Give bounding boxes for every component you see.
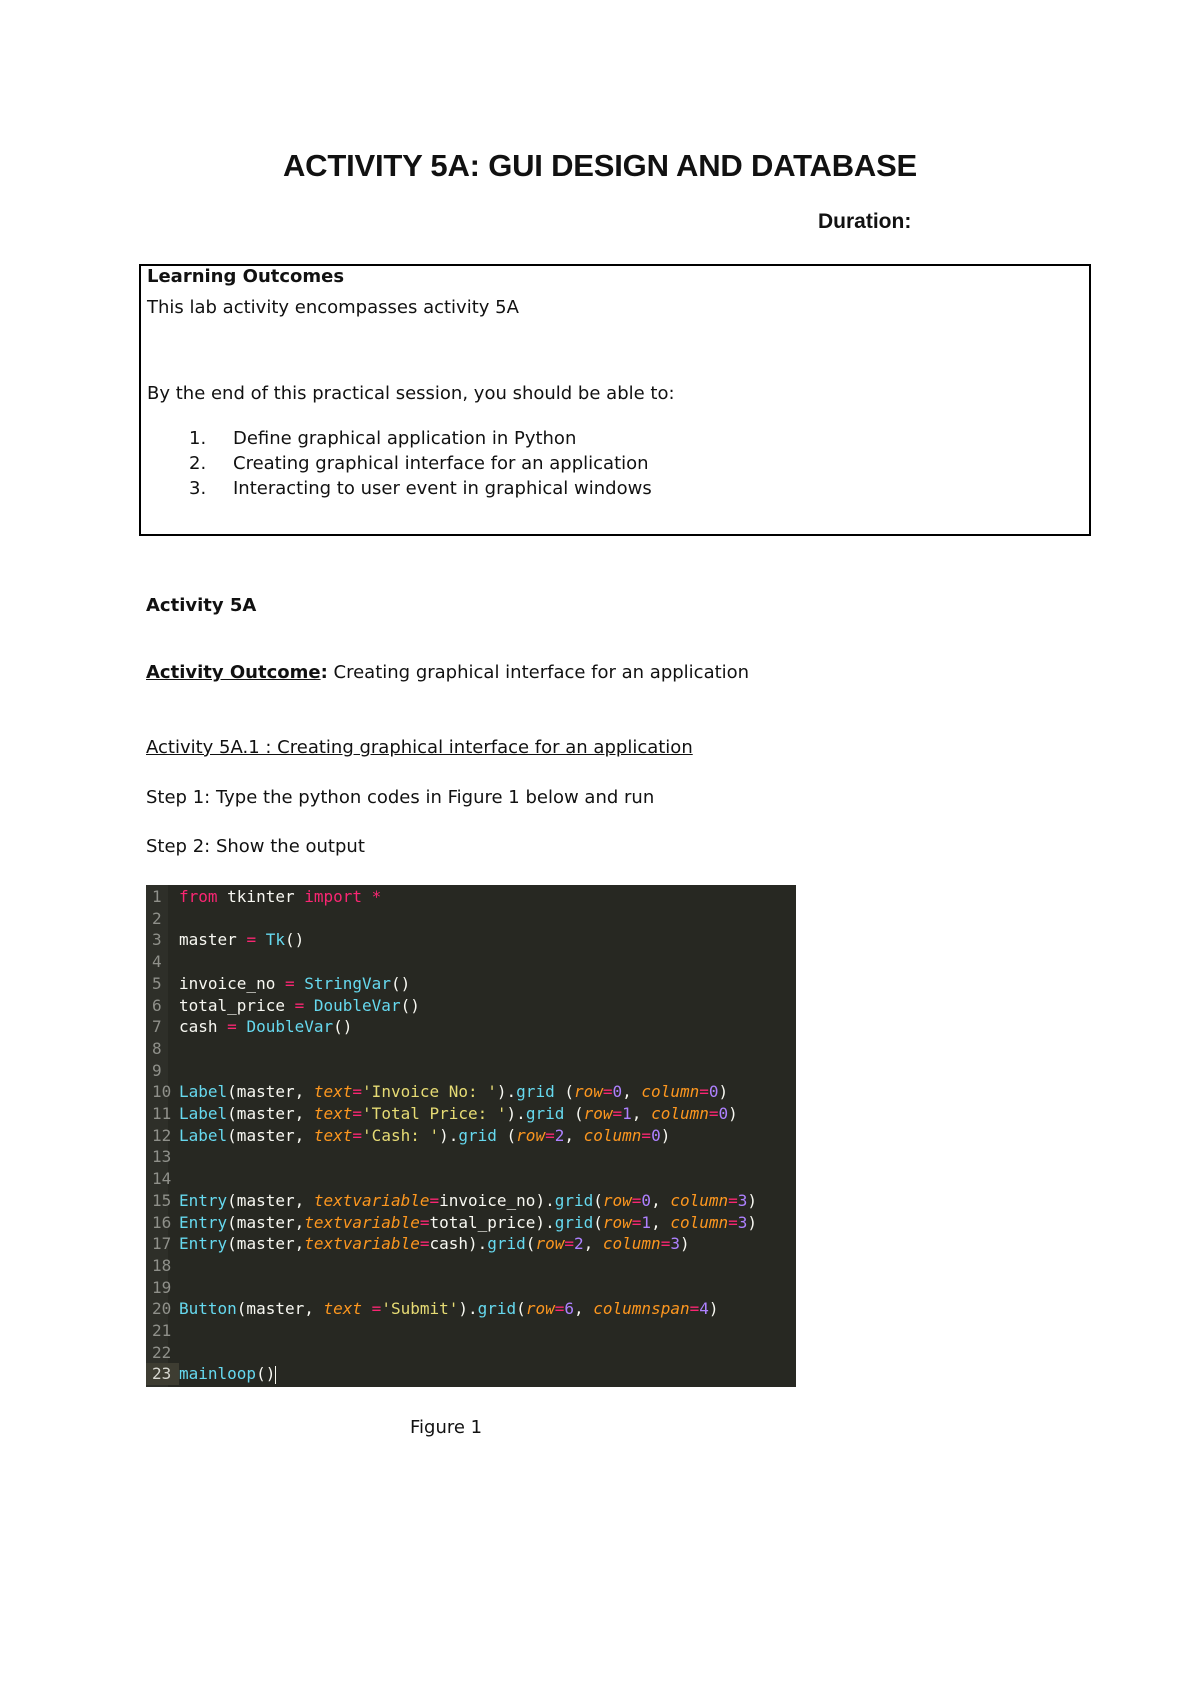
code-line	[146, 1277, 179, 1299]
line-number: 13	[152, 1147, 172, 1167]
code-token: ).	[496, 1082, 517, 1102]
code-token: column	[651, 1104, 709, 1123]
code-token: (master,	[227, 1190, 314, 1210]
code-token	[237, 1017, 247, 1036]
list-item	[189, 476, 652, 501]
code-token: text	[313, 1104, 353, 1123]
activity-heading: Activity 5A	[146, 595, 257, 616]
code-token: text	[313, 1125, 353, 1145]
code-token: (master,	[227, 1104, 314, 1123]
code-token: row	[525, 1299, 555, 1319]
code-token: )	[747, 1190, 758, 1210]
code-token: column	[670, 1212, 729, 1232]
line-number: 20	[152, 1299, 172, 1319]
line-number: 10	[152, 1082, 172, 1102]
code-token: from	[179, 887, 218, 906]
duration-label: Duration:	[818, 210, 912, 233]
code-token: Entry	[179, 1190, 228, 1210]
code-token: master	[179, 930, 247, 950]
code-token: =	[564, 1234, 574, 1254]
list-item	[189, 426, 652, 451]
code-token: row	[583, 1104, 613, 1123]
line-number: 14	[152, 1169, 172, 1189]
code-token: ,	[574, 1299, 594, 1319]
line-number: 5	[152, 973, 162, 993]
code-line	[146, 1255, 179, 1277]
code-token: ,	[564, 1125, 584, 1145]
code-line	[146, 1016, 352, 1038]
code-line	[146, 1212, 757, 1234]
code-token: 3	[737, 1212, 748, 1232]
activity-outcome-text: Creating graphical interface for an application	[327, 662, 750, 683]
code-token: 0	[612, 1082, 623, 1102]
code-token: DoubleVar	[246, 1017, 334, 1037]
code-token: textvariable	[313, 1190, 430, 1210]
code-token: )	[660, 1125, 671, 1145]
code-token: total_price).	[429, 1212, 555, 1232]
line-number: 17	[152, 1234, 172, 1254]
learning-outcomes-intro: This lab activity encompasses activity 5A	[147, 297, 519, 318]
code-token: Label	[179, 1125, 228, 1145]
line-number: 11	[152, 1104, 172, 1123]
code-token: grid	[516, 1082, 555, 1102]
code-token: textvariable	[304, 1212, 420, 1232]
code-token	[295, 974, 305, 993]
code-token	[256, 930, 266, 949]
code-token: ,	[631, 1104, 652, 1123]
code-token: DoubleVar	[313, 995, 401, 1015]
list-item-text: Interacting to user event in graphical windows	[233, 478, 652, 499]
code-token: =	[641, 1125, 652, 1145]
code-token: row	[602, 1212, 632, 1232]
code-token: Entry	[179, 1212, 228, 1232]
code-token: =	[429, 1190, 440, 1210]
code-token: )	[747, 1212, 758, 1232]
code-token: column	[602, 1234, 661, 1254]
code-token: (master,	[236, 1299, 324, 1319]
code-token: =	[728, 1212, 738, 1232]
step-2-label: Step 2:	[146, 836, 211, 857]
step-1	[146, 787, 654, 808]
list-item-text: Creating graphical interface for an application	[233, 453, 649, 474]
code-token: (	[554, 1082, 574, 1102]
code-line	[146, 929, 304, 951]
step-1-text: Type the python codes in Figure 1 below and run	[210, 787, 655, 808]
code-token: ).	[439, 1125, 459, 1145]
code-token: )	[708, 1299, 719, 1319]
line-number: 15	[152, 1190, 172, 1210]
line-number: 8	[152, 1038, 162, 1058]
code-line	[146, 1146, 179, 1168]
code-line	[146, 908, 179, 930]
code-line	[146, 1363, 276, 1385]
code-token: =	[227, 1017, 237, 1037]
code-line	[146, 1125, 670, 1147]
code-line	[146, 1081, 728, 1103]
code-token: ()	[284, 930, 305, 950]
code-token: (master,	[227, 1212, 305, 1232]
line-number: 23	[146, 1363, 179, 1385]
code-token: total_price	[179, 995, 295, 1015]
code-token: 3	[670, 1234, 680, 1254]
code-token: 'Cash: '	[362, 1125, 440, 1145]
code-token: 'Submit'	[381, 1299, 459, 1319]
step-2	[146, 836, 365, 857]
step-1-label: Step 1:	[146, 787, 211, 808]
code-line	[146, 995, 420, 1017]
code-token: ,	[651, 1212, 671, 1232]
code-line	[146, 1298, 719, 1320]
activity-outcome	[146, 662, 749, 683]
code-token: =	[352, 1125, 363, 1145]
line-number: 18	[152, 1255, 172, 1275]
code-token: 'Total Price: '	[362, 1104, 507, 1123]
code-line	[146, 1320, 179, 1342]
sub-activity-title: Activity 5A.1 : Creating graphical interface for an application	[146, 737, 693, 758]
code-token: text	[313, 1082, 353, 1102]
line-number: 6	[152, 995, 162, 1015]
code-token: (master,	[227, 1082, 314, 1102]
list-item-number: 1.	[189, 428, 207, 449]
code-token: row	[516, 1125, 546, 1145]
line-number: 7	[152, 1017, 162, 1037]
code-token: =	[419, 1212, 430, 1232]
code-token: 4	[699, 1299, 709, 1319]
activity-outcome-label: Activity Outcome	[146, 662, 321, 683]
learning-outcomes-heading: Learning Outcomes	[147, 266, 345, 287]
code-token: (	[516, 1299, 526, 1319]
line-number: 2	[152, 908, 162, 928]
code-token: column	[641, 1082, 700, 1102]
code-line	[146, 1060, 179, 1082]
code-token	[362, 887, 372, 906]
line-number: 9	[152, 1060, 162, 1080]
code-token: row	[602, 1190, 632, 1210]
code-line	[146, 1233, 690, 1255]
list-item-number: 2.	[189, 453, 207, 474]
code-token	[304, 996, 314, 1015]
code-token: =	[545, 1125, 555, 1145]
list-item-number: 3.	[189, 478, 207, 499]
code-token: 0	[708, 1082, 719, 1102]
code-token: 2	[573, 1234, 584, 1254]
code-token: =	[631, 1190, 642, 1210]
code-token: 0	[641, 1190, 652, 1210]
code-line	[146, 1190, 757, 1212]
code-token: (	[564, 1104, 584, 1123]
code-token: 3	[737, 1190, 748, 1210]
code-token: Entry	[179, 1234, 228, 1254]
activity-outcome-colon: :	[320, 662, 328, 683]
code-token: 2	[554, 1125, 565, 1145]
code-token: =	[728, 1190, 738, 1210]
code-token: =	[554, 1299, 565, 1319]
learning-outcomes-list	[189, 426, 652, 501]
line-number: 3	[152, 930, 162, 950]
code-token: ()	[256, 1364, 276, 1384]
line-number: 1	[152, 887, 162, 906]
code-token: =	[371, 1299, 382, 1319]
code-token: =	[612, 1104, 623, 1123]
code-token: grid	[554, 1190, 594, 1210]
code-line	[146, 1038, 179, 1060]
code-token: import	[304, 887, 363, 906]
code-token: )	[728, 1104, 738, 1123]
code-token: grid	[487, 1234, 526, 1254]
line-number: 4	[152, 952, 162, 972]
code-token: =	[246, 930, 257, 950]
code-token: ).	[458, 1299, 478, 1319]
code-token: =	[284, 973, 295, 993]
text-caret	[275, 1366, 276, 1384]
line-number: 21	[152, 1321, 172, 1340]
code-token: cash).	[429, 1234, 488, 1254]
list-item-text: Define graphical application in Python	[233, 428, 577, 449]
code-token: =	[352, 1104, 363, 1123]
code-token: 0	[718, 1104, 729, 1123]
code-token: column	[670, 1190, 729, 1210]
code-token: row	[535, 1234, 565, 1254]
code-token: (	[593, 1190, 603, 1210]
code-line	[146, 951, 179, 973]
code-line	[146, 973, 410, 995]
code-token: =	[419, 1234, 430, 1254]
code-token: Button	[179, 1299, 237, 1319]
code-token: =	[689, 1299, 700, 1319]
line-number: 22	[152, 1342, 172, 1362]
code-token: (	[525, 1234, 536, 1254]
line-number: 16	[152, 1212, 172, 1232]
page-title: ACTIVITY 5A: GUI DESIGN AND DATABASE	[282, 148, 918, 183]
code-token: =	[602, 1082, 613, 1102]
code-token: 1	[641, 1212, 652, 1232]
code-token: Label	[179, 1104, 228, 1123]
code-token: =	[660, 1234, 671, 1254]
code-token: row	[573, 1082, 603, 1102]
code-token: grid	[477, 1299, 517, 1319]
code-line	[146, 886, 381, 908]
code-token: columnspan	[593, 1299, 690, 1319]
code-token: =	[699, 1082, 709, 1102]
code-token: ,	[651, 1190, 671, 1210]
code-token: (	[496, 1125, 517, 1145]
code-token: ()	[400, 995, 420, 1015]
code-token: =	[631, 1212, 642, 1232]
code-token: tkinter	[217, 887, 305, 906]
code-token: Label	[179, 1082, 228, 1102]
code-token: Tk	[265, 930, 285, 950]
code-token: mainloop	[179, 1364, 257, 1384]
code-token: ()	[390, 973, 411, 993]
code-token: ()	[333, 1017, 353, 1037]
figure-caption: Figure 1	[410, 1417, 483, 1438]
code-token	[362, 1299, 372, 1318]
code-token: grid	[458, 1125, 497, 1145]
code-token: 'Invoice No: '	[362, 1082, 497, 1102]
code-token: ,	[622, 1082, 642, 1102]
list-item	[189, 451, 652, 476]
code-token: =	[708, 1104, 719, 1123]
code-token: =	[352, 1082, 363, 1102]
code-token: (master,	[227, 1125, 314, 1145]
code-token: 0	[651, 1125, 661, 1145]
code-line	[146, 1342, 179, 1364]
code-token: grid	[525, 1104, 565, 1123]
code-token: *	[371, 887, 382, 906]
code-token: grid	[554, 1212, 594, 1232]
code-token: text	[323, 1299, 363, 1319]
code-token: ,	[583, 1234, 603, 1254]
learning-outcomes-box	[139, 264, 1091, 536]
step-2-text: Show the output	[210, 836, 365, 857]
code-line	[146, 1168, 179, 1190]
code-token: )	[679, 1234, 690, 1254]
code-token: textvariable	[304, 1234, 420, 1254]
code-token: (master,	[227, 1234, 305, 1254]
code-token: 1	[622, 1104, 632, 1123]
code-token: cash	[179, 1017, 228, 1037]
learning-outcomes-lead: By the end of this practical session, you should be able to:	[147, 383, 675, 404]
code-token: invoice_no	[179, 973, 285, 993]
code-token: 6	[564, 1299, 574, 1319]
code-token: ).	[506, 1104, 526, 1123]
line-number: 12	[152, 1125, 172, 1145]
line-number: 19	[152, 1277, 172, 1297]
code-token: =	[294, 995, 305, 1015]
code-line	[146, 1103, 738, 1125]
code-screenshot	[146, 885, 796, 1387]
code-token: invoice_no).	[439, 1190, 555, 1210]
code-token: StringVar	[304, 973, 391, 993]
code-token: (	[593, 1212, 603, 1232]
code-token: )	[718, 1082, 729, 1102]
code-token: column	[583, 1125, 642, 1145]
